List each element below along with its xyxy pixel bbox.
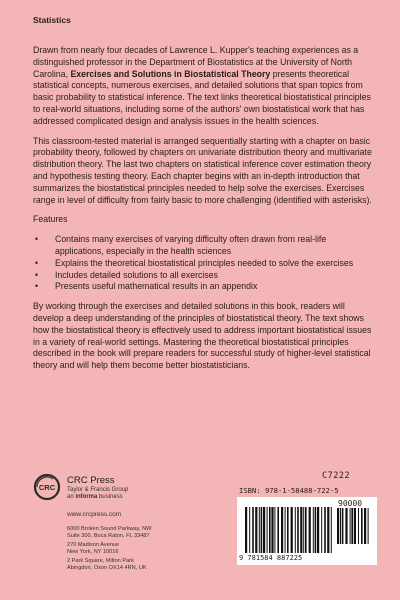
features-heading: Features	[33, 214, 68, 225]
barcode-bar	[345, 508, 347, 544]
publisher-address-1	[67, 526, 151, 539]
feature-item: • Explains the theoretical biostatistical principles needed to solve the exercises	[33, 258, 373, 270]
barcode-bar	[303, 507, 304, 553]
barcode-bar	[331, 507, 332, 553]
barcode-bar	[259, 507, 260, 553]
address-line: 2 Park Square, Milton Park	[67, 558, 134, 564]
barcode-bar	[351, 508, 353, 544]
publisher-url[interactable]: www.crcpress.com	[67, 511, 122, 518]
description	[33, 45, 373, 380]
barcode-bar	[245, 507, 247, 553]
publisher-address-2	[67, 542, 119, 555]
barcode-bar	[300, 507, 302, 553]
barcode-bar	[324, 507, 326, 553]
paragraph-1-rest: presents theoretical statistical concepts, numerous exercises, and detailed solutions that span topics from basic probability to statistical inference. The text links theoretical biostatistical principles to real-world situations, including some of the authors' own biostatistical work that has addressed complicated design and analysis issues in the health sciences.	[33, 68, 371, 126]
barcode-bar	[327, 507, 329, 553]
category-label: Statistics	[33, 15, 71, 25]
barcode-bar	[313, 507, 314, 553]
address-line: 6000 Broken Sound Parkway, NW	[67, 526, 152, 532]
address-line: Suite 300, Boca Raton, FL 33487	[67, 532, 150, 539]
publisher-group	[67, 487, 128, 501]
publisher-address-3	[67, 558, 147, 571]
paragraph-1-intro: Drawn from nearly four decades of Lawrence L. Kupper's teaching experiences as a distinguished professor in the Department of Biostatistics at the University of North Carolina,	[33, 45, 359, 79]
barcode-bar	[354, 508, 356, 544]
barcode-bar	[342, 508, 344, 544]
barcode-bar	[274, 507, 275, 553]
barcode-bar	[358, 508, 359, 544]
crc-logo-text: CRC	[38, 483, 56, 492]
crc-logo-icon	[33, 473, 61, 501]
barcode-bar	[261, 507, 263, 553]
barcode-bar	[340, 508, 341, 544]
isbn-barcode	[245, 507, 333, 553]
price-barcode	[337, 508, 371, 544]
barcode-bar	[269, 507, 271, 553]
barcode-bar	[295, 507, 296, 553]
barcode-bar	[271, 507, 273, 553]
barcode-bar	[305, 507, 307, 553]
barcode-bar	[321, 507, 322, 553]
address-line: Abingdon, Oxon OX14 4RN, UK	[67, 564, 147, 571]
barcode-bar	[291, 507, 293, 553]
barcode-bar	[337, 508, 339, 544]
address-line: 270 Madison Avenue	[67, 542, 120, 548]
feature-item: • Includes detailed solutions to all exercises	[33, 270, 373, 282]
barcode-bar	[297, 507, 299, 553]
barcode-bar	[315, 507, 317, 553]
book-title: Exercises and Solutions in Biostatistical Theory	[70, 68, 271, 79]
address-line: New York, NY 10016	[67, 548, 119, 555]
description-paragraph-2: This classroom-tested material is arranged sequentially starting with a chapter on basic probability theory, followed by chapters on univariate distribution theory and multivariate distribution theory. The last two chapters on statistical inference cover estimation theory and hypothesis testing theory. Each chapter begins with an in-depth introduction that summarizes the biostatistical principles needed to help solve the exercises. Exercises range in level of difficulty from fairly basic to more challenging (identified with asterisks).	[33, 135, 372, 205]
feature-item: • Presents useful mathematical results in an appendix	[33, 281, 373, 293]
publisher-group-tagline	[67, 494, 128, 501]
barcode-bar	[249, 507, 250, 553]
barcode-bar	[368, 508, 369, 544]
barcode-bar	[364, 508, 366, 544]
price-code: 90000	[338, 499, 363, 508]
barcode-bar	[263, 507, 265, 553]
publisher-name: CRC Press	[67, 475, 115, 486]
barcode-bar	[287, 507, 289, 553]
features-list	[33, 234, 373, 293]
barcode-bar	[350, 508, 351, 544]
barcode-bar	[361, 508, 363, 544]
product-code: C7222	[322, 471, 351, 481]
publisher-group-name: Taylor & Francis Group	[67, 487, 129, 493]
description-paragraph-3: By working through the exercises and detailed solutions in this book, readers will develop a deep understanding of the principles of biostatistical theory. The text shows how the biostatistical theory is effectively used to address important biostatistical issues in a variety of real-world settings. Mastering the theoretical biostatistical principles described in the book will prepare readers for successful study of higher-level statistical theory and will help them become better biostatisticians.	[33, 301, 372, 371]
barcode-bar	[317, 507, 319, 553]
barcode-bar	[277, 507, 279, 553]
barcode-bar	[281, 507, 283, 553]
tagline-informa: informa	[75, 494, 98, 500]
description-paragraph-1	[33, 45, 373, 128]
feature-item: • Contains many exercises of varying difficulty often drawn from real-life applications, especially in the health sciences	[33, 234, 373, 258]
barcode-bar	[285, 507, 286, 553]
barcode-bar	[267, 507, 268, 553]
isbn-label: ISBN: 978-1-58488-722-5	[239, 486, 339, 495]
tagline-suffix: business	[97, 494, 123, 500]
barcode-digits: 9 781584 887225	[239, 554, 303, 562]
barcode-bar	[255, 507, 257, 553]
barcode-bar	[252, 507, 254, 553]
tagline-prefix: an	[67, 494, 76, 500]
barcode-bar	[309, 507, 311, 553]
